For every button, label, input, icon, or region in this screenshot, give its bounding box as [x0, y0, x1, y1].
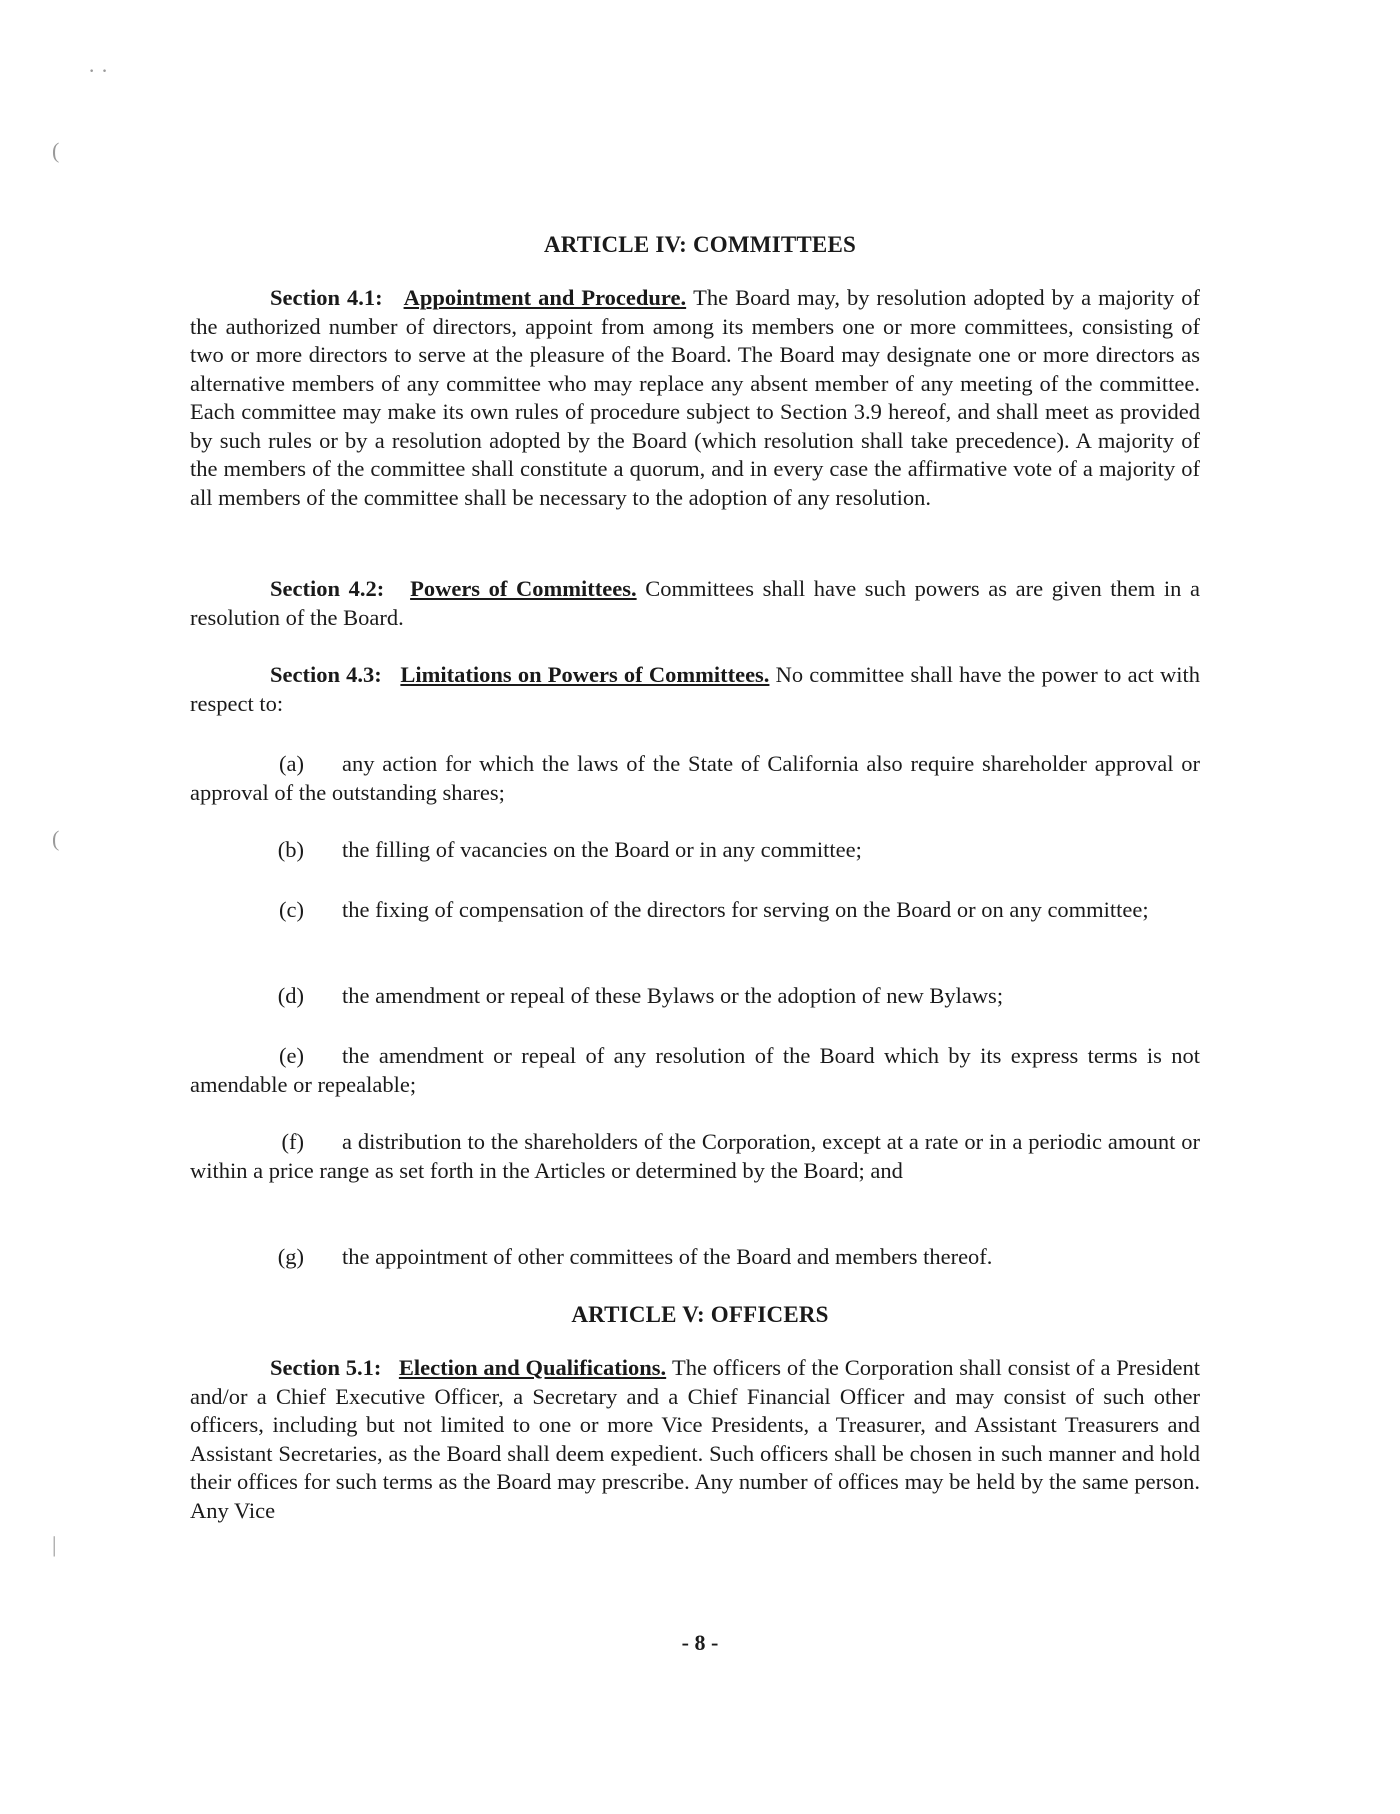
list-item	[190, 1243, 1200, 1272]
section-5-1	[190, 1354, 1200, 1525]
article-iv-heading: ARTICLE IV: COMMITTEES	[543, 232, 857, 257]
list-item-marker: (e)	[279, 1043, 304, 1068]
section-title: Appointment and Procedure.	[403, 285, 687, 310]
list-item-text: a distribution to the shareholders of the Corporation, except at a rate or in a periodic amount or within a price range as set forth in the Articles or determined by the Board; and	[190, 1129, 1200, 1183]
page-number: - 8 -	[681, 1630, 719, 1655]
list-item-marker: (d)	[277, 983, 304, 1008]
list-item-marker: (b)	[277, 837, 304, 862]
section-4-3	[190, 661, 1200, 718]
list-item	[190, 750, 1200, 807]
list-item	[190, 836, 1200, 865]
scan-speck: (	[52, 138, 60, 163]
list-item-text: the amendment or repeal of these Bylaws or the adoption of new Bylaws;	[342, 983, 1004, 1008]
list-item	[190, 1128, 1200, 1185]
section-4-2	[190, 575, 1200, 632]
list-item-text: the fixing of compensation of the directors for serving on the Board or on any committee;	[342, 897, 1149, 922]
article-v-heading: ARTICLE V: OFFICERS	[571, 1302, 829, 1327]
section-body: Committees shall have such powers as are given them in a resolution of the Board.	[190, 576, 1201, 630]
section-body: No committee shall have the power to act with respect to:	[190, 662, 1200, 716]
list-item	[190, 982, 1200, 1011]
scan-speck: (	[52, 826, 60, 851]
section-body: The officers of the Corporation shall consist of a President and/or a Chief Executive Officer, a Secretary and a Chief Financial Officer and may consist of such other officers, including but not limited to one or more Vice Presidents, a Treasurer, and Assistant Treasurers and Assistant Secretaries, as the Board shall deem expedient. Such officers shall be chosen in such manner and hold their offices for such terms as the Board may prescribe. Any number of offices may be held by the same person. Any Vice	[190, 1355, 1200, 1523]
section-4-1	[190, 284, 1200, 512]
section-number: Section 4.3:	[270, 662, 382, 687]
list-item-text: the amendment or repeal of any resolution of the Board which by its express terms is not amendable or repealable;	[190, 1043, 1200, 1097]
list-item-marker: (g)	[277, 1244, 304, 1269]
scan-speck: · ·	[88, 58, 109, 83]
scan-speck: |	[52, 1532, 57, 1557]
list-item-marker: (c)	[279, 897, 304, 922]
list-item-text: the filling of vacancies on the Board or in any committee;	[342, 837, 862, 862]
list-item-marker: (f)	[281, 1129, 304, 1154]
section-number: Section 5.1:	[270, 1355, 382, 1380]
list-item	[190, 896, 1200, 925]
section-number: Section 4.2:	[270, 576, 385, 601]
list-item-marker: (a)	[279, 751, 304, 776]
list-item-text: the appointment of other committees of the Board and members thereof.	[342, 1244, 993, 1269]
section-body: The Board may, by resolution adopted by a majority of the authorized number of directors, appoint from among its members one or more committees, consisting of two or more directors to serve at the pleasure of the Board. The Board may designate one or more directors as alternative members of any committee who may replace any absent member of any meeting of the committee. Each committee may make its own rules of procedure subject to Section 3.9 hereof, and shall meet as provided by such rules or by a resolution adopted by the Board (which resolution shall take precedence). A majority of the members of the committee shall constitute a quorum, and in every case the affirmative vote of a majority of all members of the committee shall be necessary to the adoption of any resolution.	[190, 285, 1201, 510]
list-item-text: any action for which the laws of the State of California also require shareholder approval or approval of the outstanding shares;	[190, 751, 1200, 805]
section-title: Election and Qualifications.	[398, 1355, 667, 1380]
section-title: Limitations on Powers of Committees.	[400, 662, 770, 687]
section-title: Powers of Committees.	[410, 576, 637, 601]
list-item	[190, 1042, 1200, 1099]
section-number: Section 4.1:	[270, 285, 383, 310]
